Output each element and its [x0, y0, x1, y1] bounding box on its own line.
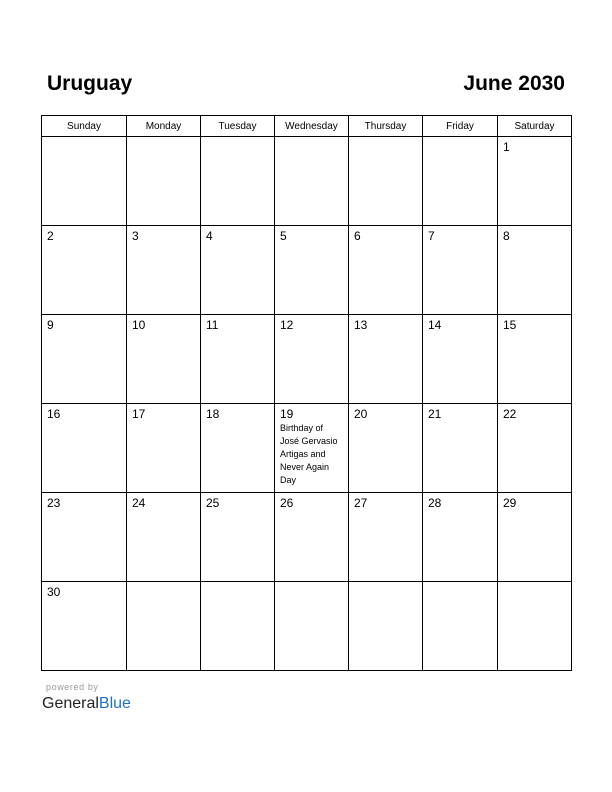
day-cell [42, 493, 127, 582]
day-cell [275, 226, 349, 315]
day-cell [498, 315, 572, 404]
day-number: 16 [47, 407, 61, 421]
day-cell [127, 404, 201, 493]
day-cell [349, 404, 423, 493]
day-number: 28 [428, 496, 442, 510]
day-cell [275, 582, 349, 671]
week-row [42, 493, 572, 582]
day-number: 29 [503, 496, 517, 510]
day-number: 17 [132, 407, 146, 421]
day-number: 21 [428, 407, 442, 421]
day-cell-holiday [275, 404, 349, 493]
day-number: 5 [280, 229, 287, 243]
day-cell [127, 137, 201, 226]
day-cell [42, 582, 127, 671]
day-cell [349, 315, 423, 404]
day-number: 18 [206, 407, 220, 421]
week-row [42, 582, 572, 671]
day-cell [498, 404, 572, 493]
powered-by-text: powered by [46, 682, 99, 692]
brand-blue-text: Blue [98, 695, 131, 712]
day-cell [127, 226, 201, 315]
day-number: 4 [206, 229, 213, 243]
day-cell [349, 226, 423, 315]
day-cell [201, 582, 275, 671]
day-cell [498, 226, 572, 315]
weekday-header-sunday: Sunday [42, 116, 127, 137]
week-row [42, 137, 572, 226]
weekday-header-thursday: Thursday [349, 116, 423, 137]
day-number: 3 [132, 229, 139, 243]
day-number: 26 [280, 496, 294, 510]
day-cell [423, 582, 498, 671]
generalblue-logo [42, 694, 131, 714]
month-year-title: June 2030 [463, 72, 565, 95]
day-cell [42, 404, 127, 493]
weekday-header-tuesday: Tuesday [201, 116, 275, 137]
weekday-header-friday: Friday [423, 116, 498, 137]
day-number: 12 [280, 318, 294, 332]
day-cell [201, 137, 275, 226]
day-cell [42, 226, 127, 315]
day-cell [349, 137, 423, 226]
day-cell [498, 582, 572, 671]
day-number: 24 [132, 496, 146, 510]
day-cell [42, 137, 127, 226]
day-cell [423, 315, 498, 404]
day-cell [201, 315, 275, 404]
day-cell [275, 137, 349, 226]
day-number: 7 [428, 229, 435, 243]
week-row [42, 226, 572, 315]
day-cell [127, 493, 201, 582]
day-number: 10 [132, 318, 146, 332]
day-number: 8 [503, 229, 510, 243]
day-number: 20 [354, 407, 368, 421]
day-number: 25 [206, 496, 220, 510]
day-cell [275, 315, 349, 404]
day-cell [498, 137, 572, 226]
day-number: 27 [354, 496, 368, 510]
day-number: 11 [206, 318, 219, 332]
day-number: 9 [47, 318, 54, 332]
day-cell [201, 226, 275, 315]
day-number: 13 [354, 318, 368, 332]
day-cell [201, 404, 275, 493]
weekday-header-row [42, 116, 572, 137]
day-cell [423, 493, 498, 582]
day-number: 1 [503, 140, 510, 154]
day-number: 22 [503, 407, 517, 421]
weekday-header-saturday: Saturday [498, 116, 572, 137]
day-cell [423, 226, 498, 315]
week-row [42, 404, 572, 493]
day-number: 19 [280, 407, 294, 421]
day-number: 30 [47, 585, 61, 599]
holiday-event-label: Birthday of José Gervasio Artigas and Never Again Day [280, 423, 338, 485]
week-row [42, 315, 572, 404]
day-cell [42, 315, 127, 404]
day-number: 23 [47, 496, 61, 510]
day-cell [423, 404, 498, 493]
day-cell [275, 493, 349, 582]
day-cell [127, 582, 201, 671]
weekday-header-wednesday: Wednesday [275, 116, 349, 137]
day-cell [349, 582, 423, 671]
day-cell [498, 493, 572, 582]
day-cell [349, 493, 423, 582]
day-cell [201, 493, 275, 582]
country-title: Uruguay [47, 72, 133, 95]
day-number: 2 [47, 229, 54, 243]
day-number: 15 [503, 318, 517, 332]
calendar-grid [41, 115, 572, 671]
day-number: 14 [428, 318, 442, 332]
day-number: 6 [354, 229, 361, 243]
day-cell [127, 315, 201, 404]
weekday-header-monday: Monday [127, 116, 201, 137]
day-cell [423, 137, 498, 226]
brand-general-text: General [42, 695, 99, 712]
